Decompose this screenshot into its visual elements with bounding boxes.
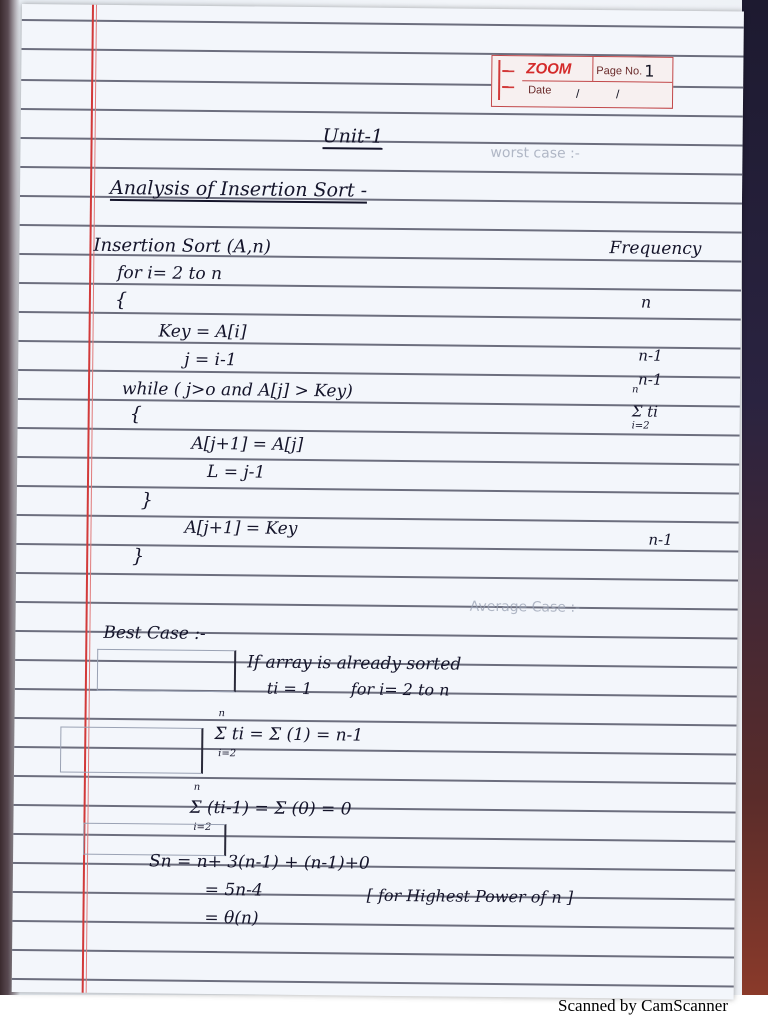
j-assign: j = i-1 [184, 349, 237, 371]
section-title: Analysis of Insertion Sort - [109, 176, 368, 202]
for-loop: for i= 2 to n [117, 263, 223, 285]
sum-upper: n [193, 781, 201, 793]
best-case-condition: If array is already sorted [247, 652, 462, 675]
scanner-watermark: Scanned by CamScanner [558, 996, 728, 1015]
notebook-header-box [491, 55, 674, 109]
sum-upper: n [218, 708, 226, 720]
close-brace: } [140, 489, 154, 512]
header-rule [522, 80, 672, 83]
freq-sum-upper: n [631, 384, 639, 396]
for-loop: for i= 2 to n [350, 679, 450, 700]
ghost-text: worst case :- [490, 144, 580, 162]
freq-value: n-1 [648, 530, 673, 549]
date-label: Date [528, 84, 552, 97]
shift-line: A[j+1] = A[j] [191, 433, 304, 455]
bracket-box [97, 649, 236, 692]
sum-lower: i=2 [218, 748, 237, 760]
brand-logo: ZOOM [526, 60, 572, 78]
decrement-line: L = j-1 [207, 461, 266, 483]
sum-lower: i=2 [193, 821, 212, 834]
freq-sum-lower: i=2 [631, 420, 650, 432]
date-separator: / [616, 87, 620, 102]
freq-value: n-1 [638, 346, 663, 365]
assign-key-line: A[j+1] = Key [184, 517, 298, 539]
ti-line: ti = 1 [266, 678, 313, 699]
bracket-box [60, 726, 203, 773]
frequency-label: Frequency [609, 238, 702, 260]
while-condition: while ( j>o and A[j] > Key) [121, 379, 353, 402]
sum-ti-minus-one: Σ (ti-1) = Σ (0) = 0 [189, 797, 352, 820]
unit-title: Unit-1 [322, 125, 384, 148]
sum-ti: Σ ti = Σ (1) = n-1 [214, 724, 364, 746]
freq-sum: Σ ti [631, 402, 659, 421]
sn-complexity: = θ(n) [204, 907, 259, 929]
notebook-page [12, 4, 744, 1000]
ghost-text: Average Case :- [469, 598, 581, 616]
close-brace: } [132, 545, 145, 568]
key-assign: Key = A[i] [158, 321, 247, 343]
sn-expression: Sn = n+ 3(n-1) + (n-1)+0 [148, 851, 370, 874]
date-separator: / [576, 86, 580, 101]
freq-value: n [640, 292, 652, 312]
freq-value: n-1 [638, 370, 663, 389]
page-label: Page No. [596, 65, 643, 78]
algo-signature: Insertion Sort (A,n) [93, 234, 272, 258]
open-brace: { [129, 403, 142, 426]
page-number: 1 [644, 61, 655, 81]
best-case-title: Best Case :- [103, 622, 206, 644]
sn-simplified: = 5n-4 [204, 879, 263, 901]
open-brace: { [114, 288, 128, 312]
header-divider [592, 57, 593, 81]
highest-power-note: [ for Highest Power of n ] [366, 885, 574, 907]
zoom-logo-icon [498, 60, 520, 100]
desk-edge [742, 0, 768, 995]
